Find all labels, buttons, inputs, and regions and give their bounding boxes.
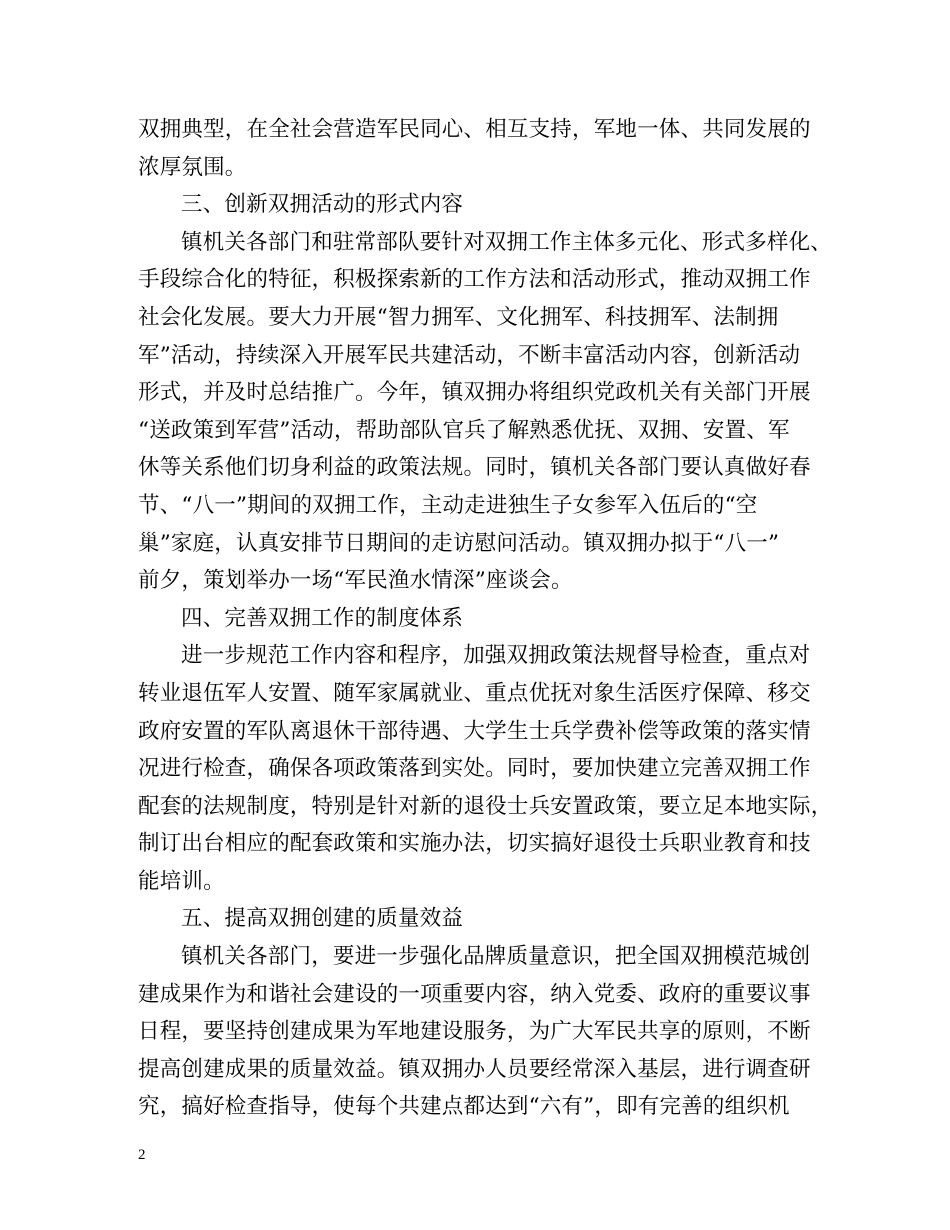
text-line: 双拥典型，在全社会营造军民同心、相互支持，军地一体、共同发展的 xyxy=(138,117,811,142)
text-line: 政府安置的军队离退休干部待遇、大学生士兵学费补偿等政策的落实情 xyxy=(138,718,811,744)
text-line: 节、“八一”期间的双拥工作，主动走进独生子女参军入伍后的“空 xyxy=(138,492,758,518)
text-line: 进一步规范工作内容和程序，加强双拥政策法规督导检查，重点对 xyxy=(181,643,811,669)
text-line: 巢”家庭，认真安排节日期间的走访慰问活动。镇双拥办拟于“八一” xyxy=(138,530,780,556)
text-line: 浓厚氛围。 xyxy=(138,154,247,180)
text-line: 镇机关各部门，要进一步强化品牌质量意识，把全国双拥模范城创 xyxy=(181,944,811,970)
text-line: 究，搞好检查指导，使每个共建点都达到“六有”，即有完善的组织机 xyxy=(138,1094,790,1120)
text-line: “送政策到军营”活动，帮助部队官兵了解熟悉优抚、双拥、安置、军 xyxy=(138,417,790,443)
text-line: 转业退伍军人安置、随军家属就业、重点优抚对象生活医疗保障、移交 xyxy=(138,680,811,706)
text-line: 社会化发展。要大力开展“智力拥军、文化拥军、科技拥军、法制拥 xyxy=(138,304,779,330)
document-body xyxy=(138,111,833,1126)
text-line: 军”活动，持续深入开展军民共建活动，不断丰富活动内容，创新活动 xyxy=(138,342,801,368)
text-line: 形式，并及时总结推广。今年，镇双拥办将组织党政机关有关部门开展 xyxy=(138,380,811,406)
text-line: 况进行检查，确保各项政策落到实处。同时，要加快建立完善双拥工作 xyxy=(138,756,811,782)
text-line: 提高创建成果的质量效益。镇双拥办人员要经常深入基层，进行调查研 xyxy=(138,1056,811,1082)
text-line: 镇机关各部门和驻常部队要针对双拥工作主体多元化、形式多样化、 xyxy=(181,229,833,255)
text-line: 三、创新双拥活动的形式内容 xyxy=(181,192,464,218)
text-line: 四、完善双拥工作的制度体系 xyxy=(181,605,464,631)
text-line: 配套的法规制度，特别是针对新的退役士兵安置政策，要立足本地实际， xyxy=(138,793,833,819)
text-line: 休等关系他们切身利益的政策法规。同时，镇机关各部门要认真做好春 xyxy=(138,455,811,481)
text-line: 五、提高双拥创建的质量效益 xyxy=(181,906,464,932)
text-line: 制订出台相应的配套政策和实施办法，切实搞好退役士兵职业教育和技 xyxy=(138,831,811,857)
text-line: 能培训。 xyxy=(138,868,225,894)
text-line: 日程，要坚持创建成果为军地建设服务，为广大军民共享的原则，不断 xyxy=(138,1019,811,1045)
page-number: 2 xyxy=(138,1147,146,1163)
text-line: 建成果作为和谐社会建设的一项重要内容，纳入党委、政府的重要议事 xyxy=(138,981,811,1007)
text-line: 手段综合化的特征，积极探索新的工作方法和活动形式，推动双拥工作 xyxy=(138,267,811,293)
text-line: 前夕，策划举办一场“军民渔水情深”座谈会。 xyxy=(138,568,573,594)
